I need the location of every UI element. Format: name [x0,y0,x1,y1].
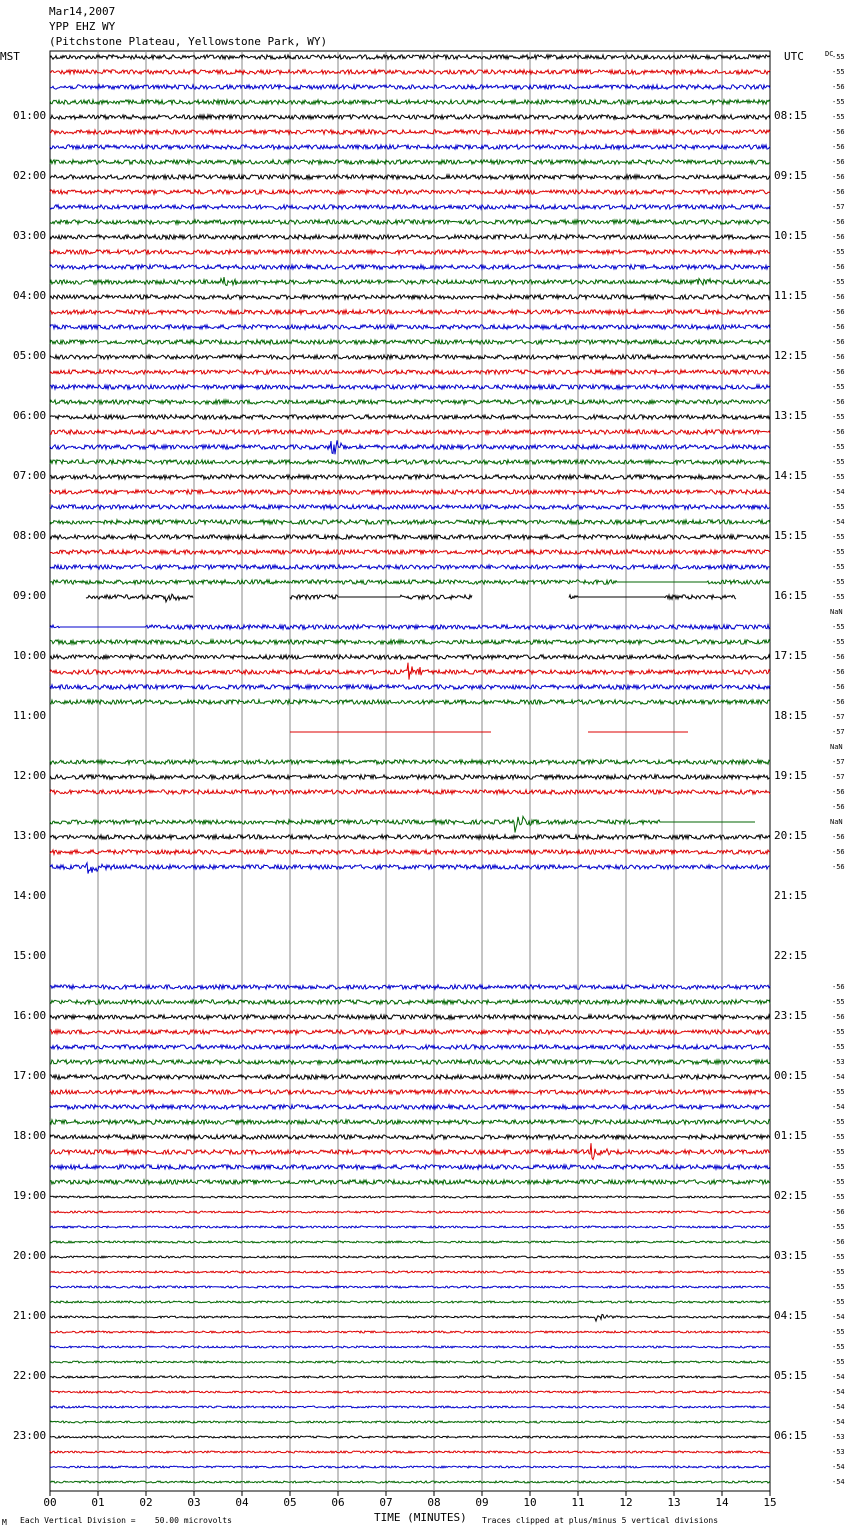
dc-offset-value: -55 [832,503,845,511]
mst-hour-label: 13:00 [13,829,47,842]
mst-hour-label: 02:00 [13,169,47,182]
dc-offset-value: -56 [832,293,845,301]
seismic-trace [50,1421,770,1423]
seismic-trace [50,1241,770,1243]
dc-offset-value: -53 [832,1058,845,1066]
utc-hour-label: 21:15 [774,889,808,902]
utc-hour-label: 11:15 [774,289,808,302]
mst-hour-label: 11:00 [13,709,47,722]
seismic-trace [50,490,770,494]
seismic-trace [50,415,770,419]
dc-offset-value: -55 [832,1298,845,1306]
mst-hour-label: 23:00 [13,1429,47,1442]
dc-offset-value: -56 [832,143,845,151]
seismic-trace [50,460,770,464]
x-tick-label: 05 [283,1496,297,1509]
dc-offset-value: -55 [832,998,845,1006]
dc-offset-value: -55 [832,98,845,106]
mst-hour-label: 14:00 [13,889,47,902]
seismic-trace [50,100,770,104]
dc-offset-value: -56 [832,188,845,196]
seismic-trace [50,265,770,269]
seismic-trace [50,235,770,239]
dc-offset-value: -57 [832,203,845,211]
seismic-trace [50,1451,770,1453]
mst-hour-label: 09:00 [13,589,47,602]
seismic-trace [50,340,770,344]
seismic-trace [50,1211,770,1213]
seismic-trace [50,1045,770,1049]
seismic-trace [50,790,770,794]
x-tick-label: 15 [763,1496,777,1509]
dc-offset-value: -56 [832,338,845,346]
mst-hour-label: 10:00 [13,649,47,662]
seismic-trace [50,1120,770,1124]
utc-hour-label: 22:15 [774,949,808,962]
dc-offset-value: -56 [832,368,845,376]
utc-hour-label: 05:15 [774,1369,808,1382]
utc-hour-label: 09:15 [774,169,808,182]
seismic-trace [50,190,770,194]
dc-offset-value: -55 [832,593,845,601]
dc-offset-value: -55 [832,563,845,571]
dc-offset-value: -54 [832,1103,845,1111]
dc-offset-value: -55 [832,248,845,256]
seismic-trace [50,1301,770,1303]
dc-offset-value: -56 [832,323,845,331]
seismic-trace [50,1015,770,1019]
seismic-trace [50,835,770,839]
seismic-trace [50,1256,770,1258]
x-tick-label: 08 [427,1496,441,1509]
dc-offset-value: -55 [832,1163,845,1171]
utc-hour-label: 23:15 [774,1009,808,1022]
seismic-trace [50,1361,770,1363]
seismic-trace [50,1346,770,1348]
seismic-trace [50,1315,770,1322]
seismic-trace [50,863,770,874]
utc-hour-label: 02:15 [774,1189,808,1202]
seismic-trace [50,816,770,832]
seismic-trace [50,655,770,659]
dc-offset-value: -57 [832,713,845,721]
mst-hour-label: 04:00 [13,289,47,302]
dc-offset-value: -55 [832,413,845,421]
dc-offset-value: -56 [832,263,845,271]
seismic-trace [50,115,770,119]
mst-hour-label: 05:00 [13,349,47,362]
seismic-trace [50,385,770,389]
footer-mark: M [2,1518,7,1527]
seismic-trace [50,1271,770,1273]
seismic-trace [50,475,770,479]
seismic-trace [50,1090,770,1094]
dc-offset-value: -56 [832,308,845,316]
dc-offset-value: -56 [832,788,845,796]
dc-offset-value: -56 [832,848,845,856]
dc-offset-value: -54 [832,1313,845,1321]
utc-hour-label: 10:15 [774,229,808,242]
dc-offset-value: NaN [830,608,843,616]
dc-offset-value: -53 [832,1448,845,1456]
seismic-trace [50,277,770,285]
dc-offset-value: -55 [832,1028,845,1036]
dc-offset-value: -54 [832,1073,845,1081]
dc-offset-value: -55 [832,1283,845,1291]
mst-hour-label: 06:00 [13,409,47,422]
seismic-trace [50,1196,770,1198]
seismic-trace [50,205,770,209]
mst-hour-label: 16:00 [13,1009,47,1022]
utc-hour-label: 17:15 [774,649,808,662]
seismic-trace [50,760,770,764]
x-tick-label: 12 [619,1496,633,1509]
dc-offset-value: NaN [830,818,843,826]
seismic-trace [50,1406,770,1408]
seismic-trace [50,775,770,779]
dc-offset-value: -57 [832,773,845,781]
seismic-trace [50,70,770,74]
dc-offset-value: -54 [832,1418,845,1426]
seismic-trace [50,550,770,554]
dc-offset-value: -56 [832,1013,845,1021]
mst-hour-label: 21:00 [13,1309,47,1322]
right-timezone-label: UTC [784,50,804,63]
mst-hour-label: 19:00 [13,1189,47,1202]
x-tick-label: 02 [139,1496,153,1509]
seismic-trace [50,640,770,644]
dc-offset-value: -54 [832,488,845,496]
x-axis-title: TIME (MINUTES) [374,1511,467,1524]
dc-offset-value: -56 [832,353,845,361]
utc-hour-label: 08:15 [774,109,808,122]
seismic-trace [50,1436,770,1438]
dc-offset-value: -56 [832,1208,845,1216]
dc-offset-value: -55 [832,1043,845,1051]
dc-offset-value: -56 [832,653,845,661]
dc-offset-value: -54 [832,1478,845,1486]
utc-hour-label: 16:15 [774,589,808,602]
seismic-trace [50,850,770,854]
seismic-trace [50,220,770,224]
seismic-trace [50,310,770,314]
seismic-trace [50,663,770,680]
seismic-trace [50,685,770,689]
utc-hour-label: 06:15 [774,1429,808,1442]
dc-offset-value: -57 [832,728,845,736]
dc-offset-value: -56 [832,158,845,166]
x-tick-label: 03 [187,1496,201,1509]
seismic-trace [50,1135,770,1139]
seismic-trace [50,625,770,629]
dc-offset-value: -54 [832,1403,845,1411]
seismic-trace [50,440,770,454]
seismic-trace [50,1226,770,1228]
seismic-trace [50,535,770,539]
dc-offset-value: -54 [832,518,845,526]
seismic-trace [86,594,770,602]
dc-offset-value: -56 [832,428,845,436]
dc-offset-value: -56 [832,83,845,91]
clip-note: Traces clipped at plus/minus 5 vertical divisions [482,1516,719,1525]
dc-offset-value: -56 [832,128,845,136]
dc-offset-value: -55 [832,1193,845,1201]
dc-offset-value: -57 [832,758,845,766]
mst-hour-label: 20:00 [13,1249,47,1262]
dc-offset-value: -56 [832,233,845,241]
mst-hour-label: 12:00 [13,769,47,782]
x-tick-label: 09 [475,1496,489,1509]
dc-offset-value: -55 [832,1178,845,1186]
dc-offset-value: -56 [832,398,845,406]
dc-offset-value: -55 [832,1253,845,1261]
dc-offset-value: -55 [832,1133,845,1141]
utc-hour-label: 03:15 [774,1249,808,1262]
dc-offset-value: -55 [832,1088,845,1096]
seismic-trace [50,520,770,524]
x-tick-label: 13 [667,1496,681,1509]
dc-offset-value: -55 [832,53,845,61]
mst-hour-label: 15:00 [13,949,47,962]
seismic-trace [50,700,770,704]
x-tick-label: 07 [379,1496,393,1509]
seismic-trace [50,1286,770,1288]
dc-offset-value: -56 [832,698,845,706]
seismic-trace [50,580,770,584]
dc-offset-value: -56 [832,1238,845,1246]
dc-offset-value: -55 [832,548,845,556]
dc-offset-value: -55 [832,278,845,286]
dc-offset-value: -55 [832,1358,845,1366]
dc-offset-value: -54 [832,1388,845,1396]
dc-offset-value: -55 [832,443,845,451]
utc-hour-label: 12:15 [774,349,808,362]
seismic-trace [50,1180,770,1184]
dc-offset-value: -54 [832,1463,845,1471]
seismic-trace [50,1075,770,1079]
left-timezone-label: MST [0,50,20,63]
dc-offset-value: -55 [832,458,845,466]
dc-offset-value: -56 [832,863,845,871]
utc-hour-label: 20:15 [774,829,808,842]
dc-offset-value: -55 [832,638,845,646]
seismic-trace [50,985,770,989]
mst-hour-label: 17:00 [13,1069,47,1082]
dc-offset-value: -55 [832,1223,845,1231]
mst-hour-label: 18:00 [13,1129,47,1142]
seismic-trace [50,1376,770,1378]
dc-offset-value: -55 [832,113,845,121]
utc-hour-label: 14:15 [774,469,808,482]
mst-hour-label: 07:00 [13,469,47,482]
seismic-trace [50,1481,770,1483]
seismic-trace [50,370,770,374]
mst-hour-label: 01:00 [13,109,47,122]
dc-offset-value: -55 [832,1328,845,1336]
dc-offset-value: -56 [832,683,845,691]
seismic-trace [50,1143,770,1159]
dc-offset-value: -56 [832,803,845,811]
seismic-trace [50,250,770,254]
utc-hour-label: 18:15 [774,709,808,722]
dc-offset-value: -55 [832,578,845,586]
dc-offset-value: -55 [832,1343,845,1351]
dc-offset-header: DC [825,50,834,58]
dc-offset-value: -56 [832,833,845,841]
seismic-trace [50,430,770,434]
dc-offset-value: -56 [832,173,845,181]
x-tick-label: 01 [91,1496,105,1509]
vertical-scale-note: Each Vertical Division = 50.00 microvolts [20,1516,232,1525]
record-date: Mar14,2007 [49,5,116,18]
seismic-trace [50,160,770,164]
utc-hour-label: 01:15 [774,1129,808,1142]
x-tick-label: 00 [43,1496,57,1509]
seismic-trace [50,505,770,509]
seismic-trace [50,55,770,59]
dc-offset-value: -55 [832,623,845,631]
dc-offset-value: -55 [832,1118,845,1126]
seismic-trace [50,1030,770,1034]
dc-offset-value: -55 [832,533,845,541]
seismic-trace [50,1331,770,1333]
utc-hour-label: 19:15 [774,769,808,782]
seismic-trace [50,1060,770,1064]
mst-hour-label: 03:00 [13,229,47,242]
x-tick-label: 04 [235,1496,249,1509]
utc-hour-label: 04:15 [774,1309,808,1322]
utc-hour-label: 00:15 [774,1069,808,1082]
seismic-trace [50,1165,770,1169]
seismic-trace [50,130,770,134]
dc-offset-value: -55 [832,383,845,391]
dc-offset-value: -56 [832,668,845,676]
dc-offset-value: -55 [832,473,845,481]
x-tick-label: 06 [331,1496,345,1509]
utc-hour-label: 13:15 [774,409,808,422]
x-tick-label: 10 [523,1496,537,1509]
mst-hour-label: 08:00 [13,529,47,542]
seismic-trace [50,355,770,359]
station-location: (Pitchstone Plateau, Yellowstone Park, WY) [49,35,328,48]
seismic-trace [50,175,770,179]
dc-offset-value: -54 [832,1373,845,1381]
station-code: YPP EHZ WY [49,20,116,33]
seismic-trace [50,1105,770,1109]
seismic-trace [50,1391,770,1393]
seismic-trace [50,85,770,89]
dc-offset-value: -56 [832,218,845,226]
dc-offset-value: -55 [832,1148,845,1156]
seismic-trace [50,325,770,329]
seismic-trace [50,565,770,569]
x-tick-label: 11 [571,1496,585,1509]
utc-hour-label: 15:15 [774,529,808,542]
mst-hour-label: 22:00 [13,1369,47,1382]
seismic-trace [50,1000,770,1004]
dc-offset-value: -55 [832,68,845,76]
dc-offset-value: -55 [832,1268,845,1276]
dc-offset-value: -56 [832,983,845,991]
x-tick-label: 14 [715,1496,729,1509]
dc-offset-value: -53 [832,1433,845,1441]
seismic-trace [50,1466,770,1468]
seismic-trace [50,145,770,149]
seismic-trace [50,295,770,299]
seismic-trace [50,400,770,404]
dc-offset-value: NaN [830,743,843,751]
